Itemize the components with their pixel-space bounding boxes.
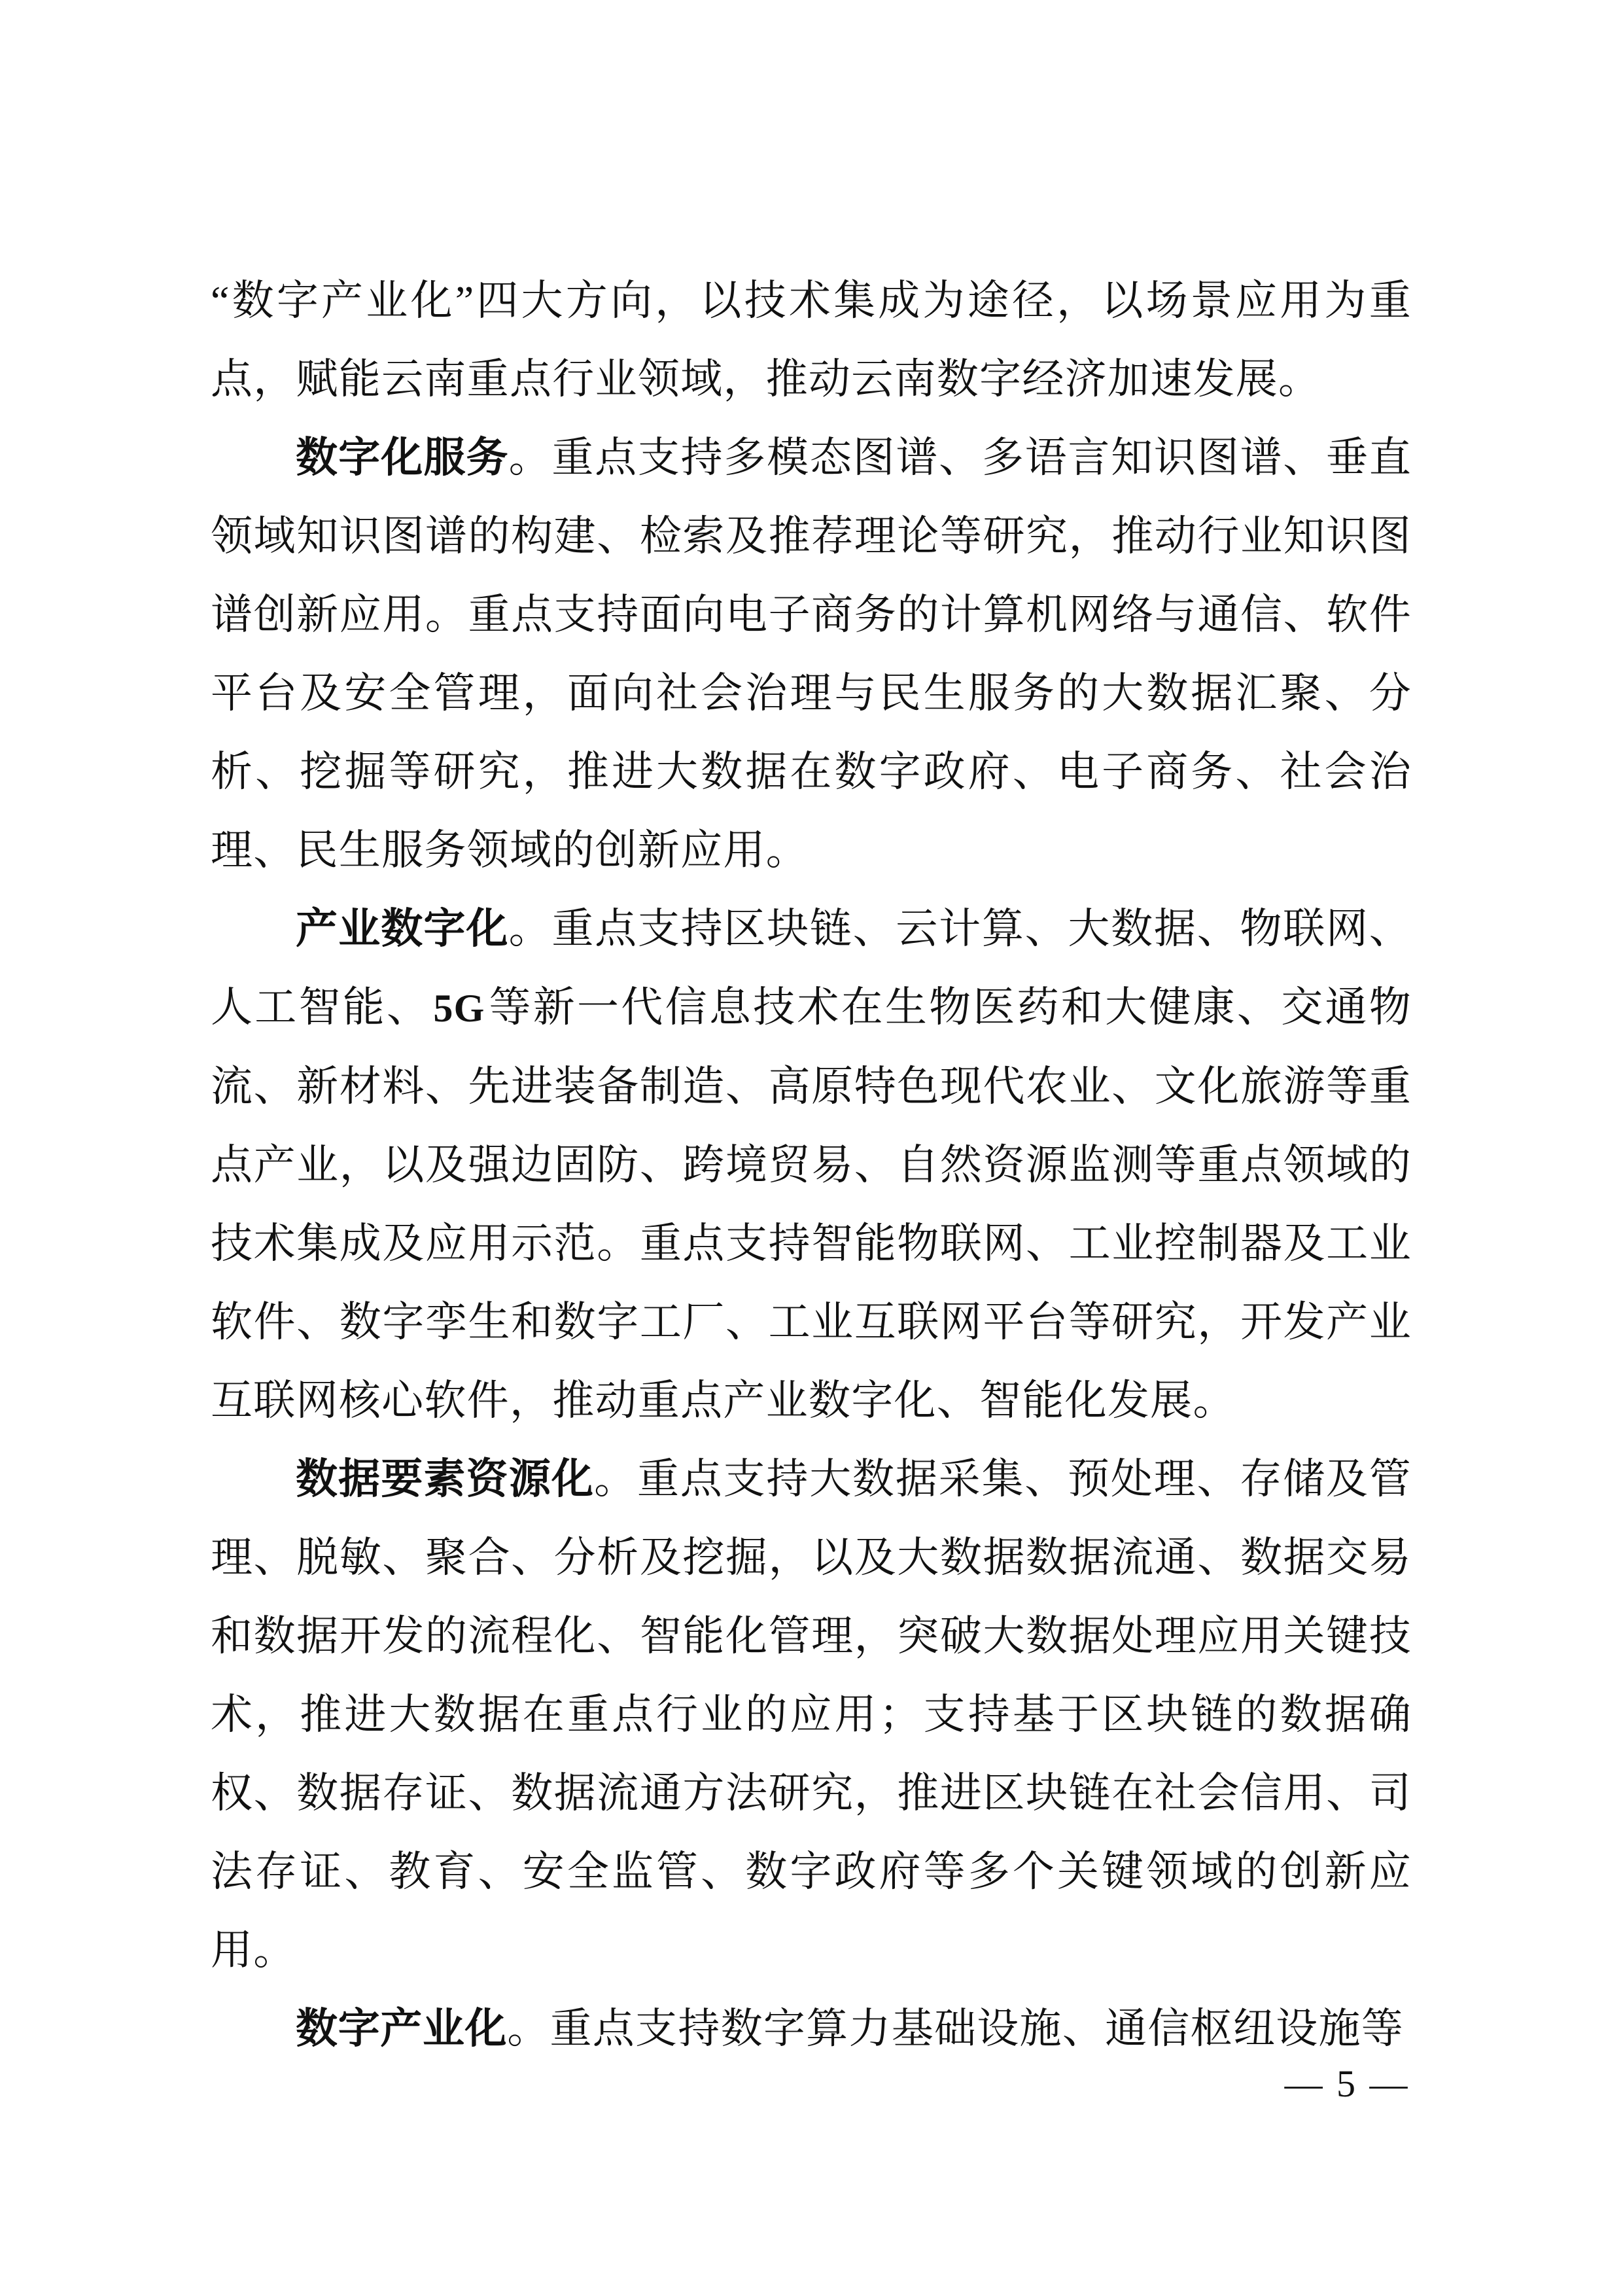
paragraph-text: 。重点支持数字算力基础设施、通信枢纽设施等 (507, 2005, 1405, 2052)
paragraph-lead-digital-service: 数字化服务 (296, 434, 509, 481)
paragraph-data-element-resource (211, 1440, 1412, 1990)
paragraph-digital-industrialization (211, 1990, 1412, 2068)
paragraph-text-before-latin: 。重点支持区块链、云计算、大数据、物联网、人工智能、 (211, 906, 1412, 1031)
page-text-block (211, 262, 1412, 2068)
paragraph-text: “数字产业化”四大方向，以技术集成为途径，以场景应用为重点，赋能云南重点行业领域，推动云南数字经济加速发展。 (211, 277, 1412, 402)
paragraph-text-after-latin: 等新一代信息技术在生物医药和大健康、交通物流、新材料、先进装备制造、高原特色现代农业、文化旅游等重点产业，以及强边固防、跨境贸易、自然资源监测等重点领域的技术集成及应用示范。重点支持智能物联网、工业控制器及工业软件、数字孪生和数字工厂、工业互联网平台等研究，开发产业互联网核心软件，推动重点产业数字化、智能化发展。 (211, 984, 1412, 1424)
paragraph-text: 。重点支持多模态图谱、多语言知识图谱、垂直领域知识图谱的构建、检索及推荐理论等研究，推动行业知识图谱创新应用。重点支持面向电子商务的计算机网络与通信、软件平台及安全管理，面向社会治理与民生服务的大数据汇聚、分析、挖掘等研究，推进大数据在数字政府、电子商务、社会治理、民生服务领域的创新应用。 (211, 434, 1412, 874)
paragraph-digital-service (211, 419, 1412, 890)
page-number: — 5 — (1284, 2062, 1410, 2105)
paragraph-industry-digitalization (211, 890, 1412, 1440)
paragraph-text: 。重点支持大数据采集、预处理、存储及管理、脱敏、聚合、分析及挖掘，以及大数据数据流通、数据交易和数据开发的流程化、智能化管理，突破大数据处理应用关键技术，推进大数据在重点行业的应用；支持基于区块链的数据确权、数据存证、数据流通方法研究，推进区块链在社会信用、司法存证、教育、安全监管、数字政府等多个关键领域的创新应用。 (211, 1456, 1412, 1973)
latin-term-5g: 5G (433, 987, 485, 1030)
paragraph-lead-industry-digitalization: 产业数字化 (296, 906, 509, 952)
paragraph-lead-digital-industrialization: 数字产业化 (296, 2005, 508, 2052)
paragraph-lead-data-element-resource: 数据要素资源化 (296, 1456, 595, 1502)
paragraph-continuation (211, 262, 1412, 419)
